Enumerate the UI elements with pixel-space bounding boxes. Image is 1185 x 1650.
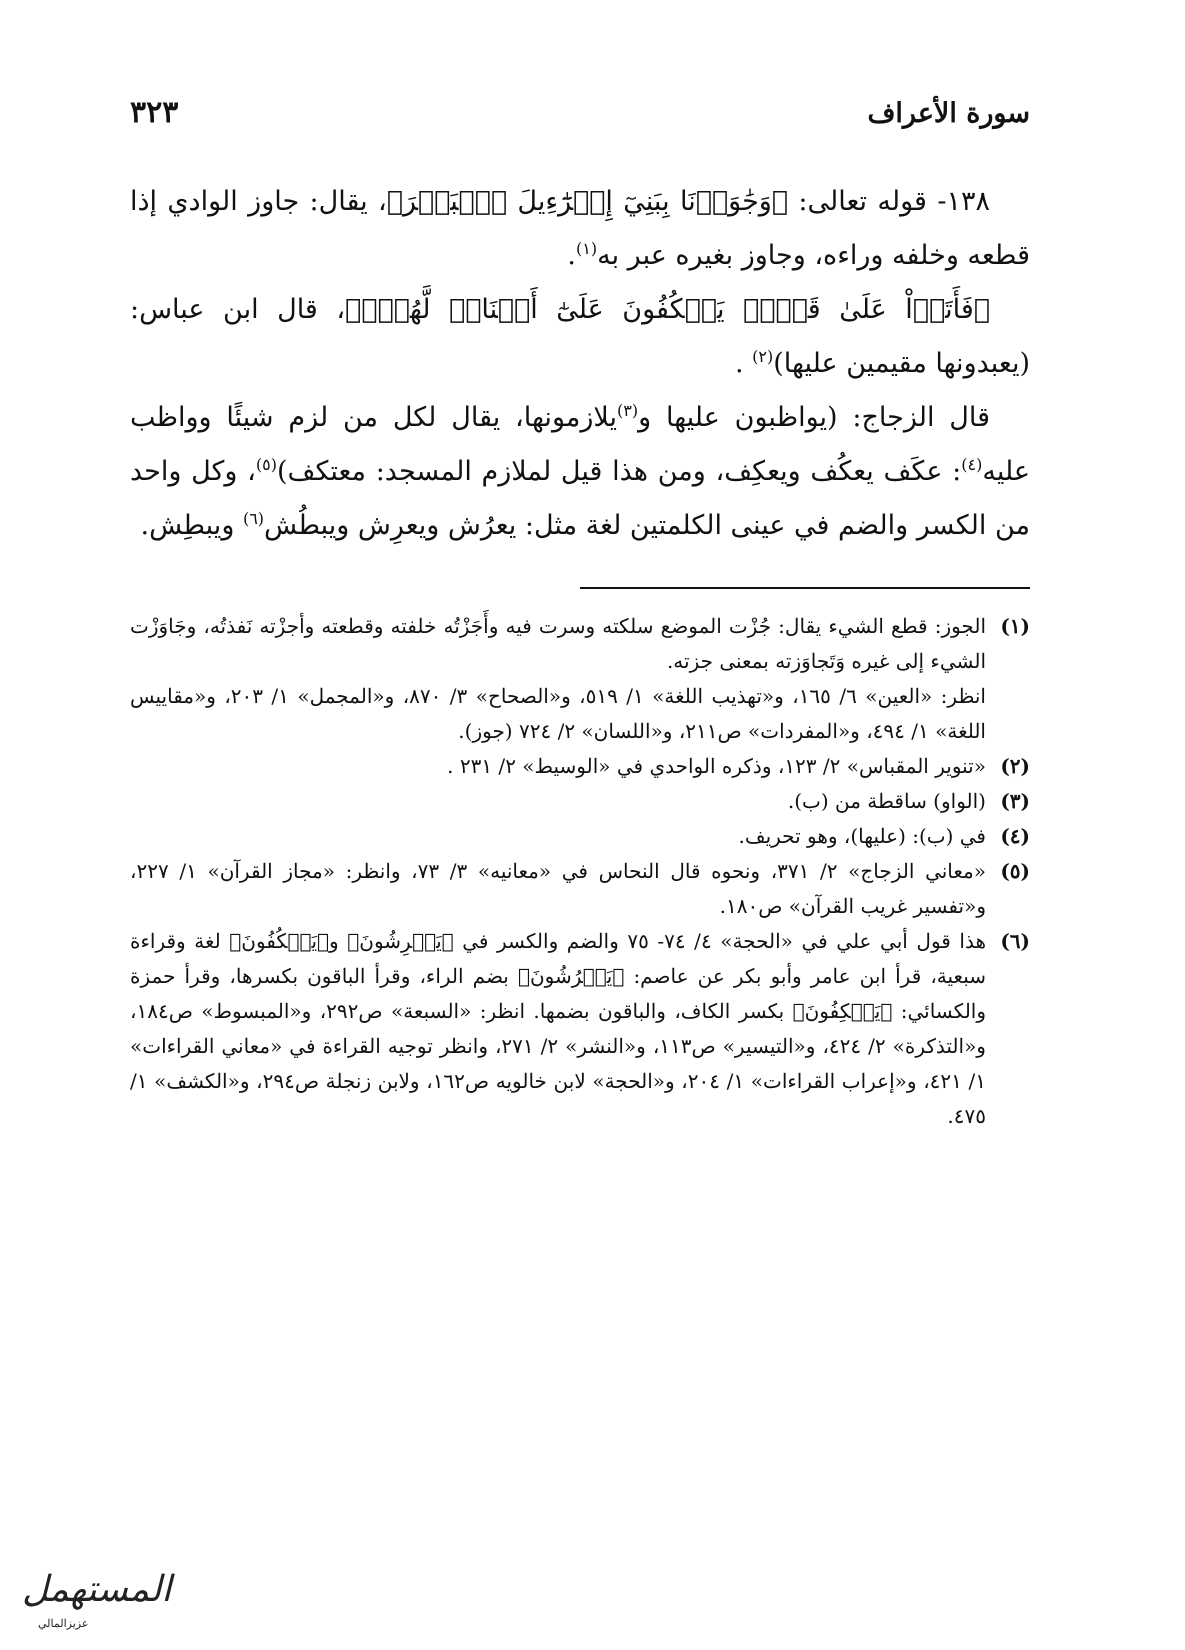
text-run: يلازمونها، يقال لكل من لزم شيئًا وواظب عليه	[130, 402, 1031, 487]
footnote-5	[130, 854, 1030, 924]
stamp-subtext: عزيزالمالي	[38, 1617, 89, 1630]
footnote-number: (٦)	[1000, 929, 1030, 953]
footnote-4	[130, 819, 1030, 854]
sura-title: سورة الأعراف	[867, 98, 1030, 129]
footnote-number: (١)	[1000, 614, 1030, 638]
text-run: ، وكل واحد من الكسر والضم في عينى الكلمتين لغة مثل: يعرُش ويعرِش ويبطُش	[130, 456, 1030, 541]
stamp-calligraphy: المستهمل	[22, 1569, 172, 1610]
footnote-ref: (٢)	[752, 347, 774, 366]
footnote-number: (٣)	[1000, 789, 1030, 813]
footnote-2	[130, 749, 1030, 784]
paragraph-verse	[130, 283, 1030, 391]
footnote-number: (٢)	[1000, 754, 1030, 778]
footnote-text: «معاني الزجاج» ٢/ ٣٧١، ونحوه قال النحاس في «معانيه» ٣/ ٧٣، وانظر: «مجاز القرآن» ١/ ٢٢٧، و«تفسير غريب القرآن» ص١٨٠.	[130, 859, 986, 918]
footnote-text: «تنوير المقباس» ٢/ ١٢٣، وذكره الواحدي في «الوسيط» ٢/ ٢٣١ .	[447, 754, 986, 778]
footnote-text: انظر: «العين» ٦/ ١٦٥، و«تهذيب اللغة» ١/ ٥١٩، و«الصحاح» ٣/ ٨٧٠، و«المجمل» ١/ ٢٠٣، و«مقاييس اللغة» ١/ ٤٩٤، و«المفردات» ص٢١١، و«اللسان» ٢/ ٧٢٤ (جوز).	[130, 684, 986, 743]
text-run: : عكَف يعكُف ويعكِف، ومن هذا قيل لملازم المسجد: معتكف)	[276, 456, 962, 487]
footnote-text: (الواو) ساقطة من (ب).	[787, 789, 986, 813]
text-run: ويبطِش.	[140, 510, 243, 541]
page-header	[130, 95, 1030, 155]
footnote-number: (٥)	[1000, 859, 1030, 883]
paragraph-138	[130, 175, 1030, 283]
footnote-ref: (٤)	[961, 455, 983, 474]
footnote-ref: (٥)	[255, 455, 277, 474]
text-run: ١٣٨- قوله تعالى:	[788, 186, 990, 217]
footnote-text: الجوز: قطع الشيء يقال: جُزْت الموضع سلكته وسرت فيه وأَجَزْتُه خلفته وقطعته وأجزْته نَفذتُه، وجَاوَزْت الشيء إلى غيره وَتَجاوَزته بمعنى جزته.	[130, 614, 986, 673]
footnote-6	[130, 924, 1030, 1134]
footnote-ref: (٣)	[617, 401, 639, 420]
text-run: ، قال ابن عباس: (يعبدونها مقيمين عليها)	[130, 294, 1030, 379]
footnote-separator	[580, 587, 1030, 589]
text-run: ، يقال: جاوز الوادي إذا قطعه وخلفه وراءه، وجاوز بغيره عبر به	[130, 186, 1030, 271]
paragraph-zajjaj	[130, 391, 1030, 553]
text-run: .	[567, 240, 576, 271]
quran-verse: ﴿وَجَٰوَزۡنَا بِبَنِيٓ إِسۡرَٰٓءِيلَ ٱلۡبَحۡرَ﴾	[386, 186, 789, 217]
footnote-ref: (٦)	[242, 509, 265, 528]
footnote-text: في (ب): (عليها)، وهو تحريف.	[738, 824, 986, 848]
main-text	[130, 175, 1030, 553]
footnote-text: هذا قول أبي علي في «الحجة» ٤/ ٧٤- ٧٥ والضم والكسر في ﴿يَعۡرِشُونَ﴾ و﴿يَعۡكُفُونَ﴾ لغة وقراءة سبعية، قرأ ابن عامر وأبو بكر عن عاصم: ﴿يَعۡرُشُونَ﴾ بضم الراء، وقرأ الباقون بكسرها، وقرأ حمزة والكسائي: ﴿يَعۡكِفُونَ﴾ بكسر الكاف، والباقون بضمها. انظر: «السبعة» ص٢٩٢، و«المبسوط» ص١٨٤، و«التذكرة» ٢/ ٤٢٤، و«التيسير» ص١١٣، و«النشر» ٢/ ٢٧١، وانظر توجيه القراءة في «معاني القراءات» ١/ ٤٢١، و«إعراب القراءات» ١/ ٢٠٤، و«الحجة» لابن خالويه ص١٦٢، ولابن زنجلة ص٢٩٤، و«الكشف» ١/ ٤٧٥.	[130, 929, 987, 1128]
footnote-number: (٤)	[1000, 824, 1030, 848]
library-stamp-logo	[16, 1565, 172, 1637]
quran-verse: ﴿فَأَتَوۡاْ عَلَىٰ قَوۡمٖ يَعۡكُفُونَ عَلَىٰٓ أَصۡنَامٖ لَّهُمۡۚ﴾	[345, 294, 990, 325]
text-run: قال الزجاج: (يواظبون عليها و	[638, 402, 991, 433]
footnote-3	[130, 784, 1030, 819]
text-run: .	[734, 348, 753, 379]
footnote-1	[130, 609, 1030, 749]
footnote-ref: (١)	[576, 239, 598, 258]
page-number: ٣٢٣	[130, 95, 179, 130]
book-page	[130, 95, 1030, 1134]
footnotes	[130, 609, 1030, 1134]
